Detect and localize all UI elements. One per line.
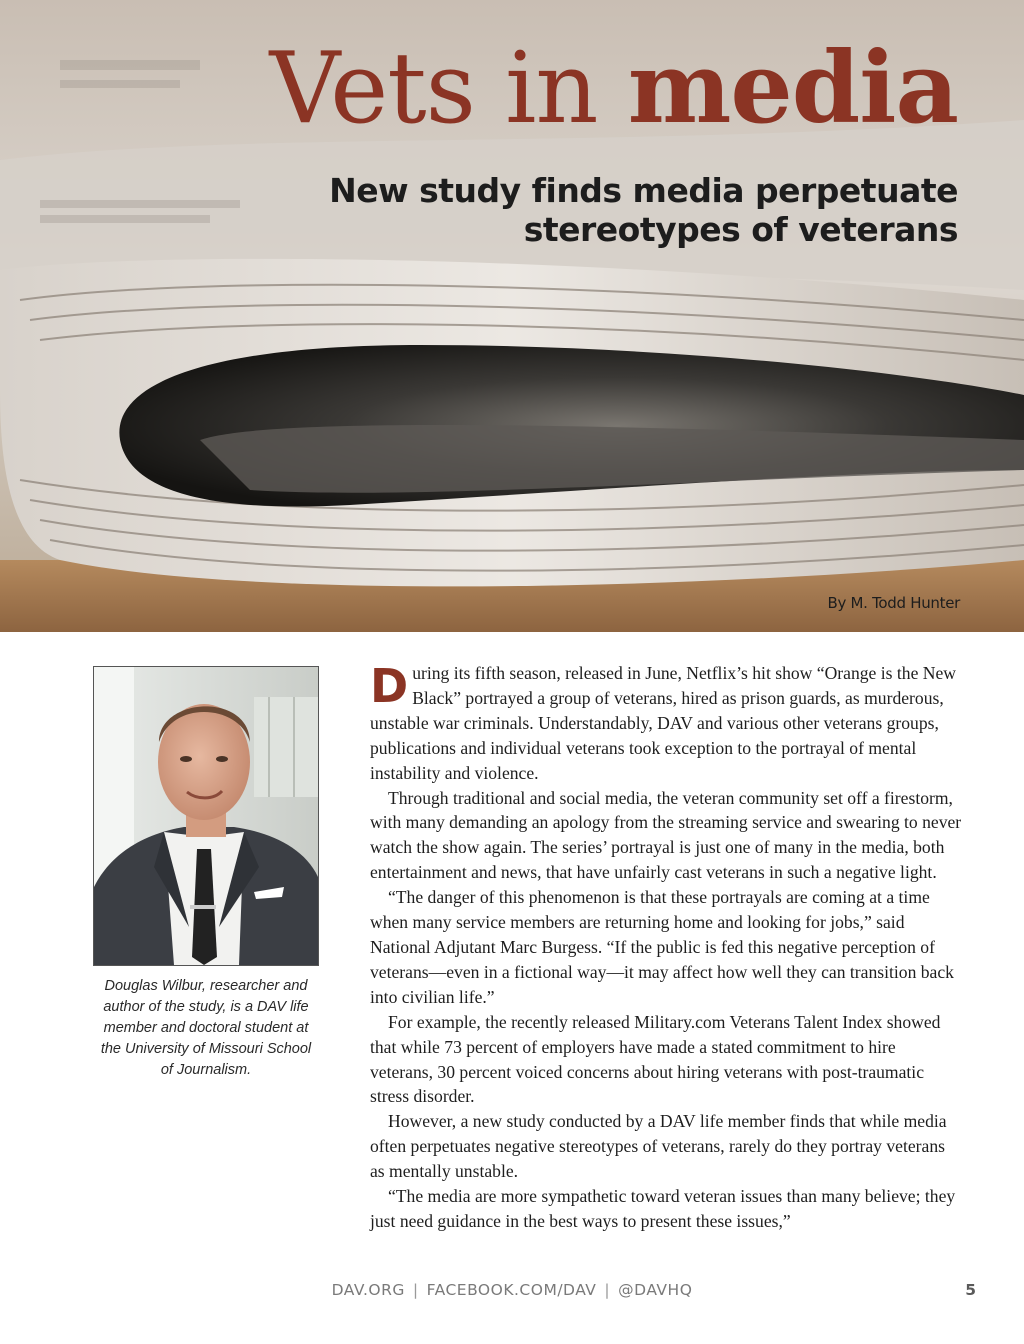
footer-facebook-link[interactable]: FACEBOOK.COM/DAV: [426, 1281, 597, 1299]
article-title: [269, 31, 958, 146]
paragraph-1-text: uring its fifth season, released in June, Netflix’s hit show “Orange is the New Black” portrayed a group of veterans, hired as prison guards, as murderous, unstable war criminals. Understandably, DAV and various other veterans groups, publications and individual veterans took exception to the portrayal of mental instability and violence.: [370, 663, 957, 783]
article-subtitle: New study finds media perpetuate stereotypes of veterans: [329, 171, 958, 249]
author-photo: [93, 666, 319, 966]
article-body: [370, 661, 962, 1234]
article-paragraph-5: However, a new study conducted by a DAV life member finds that while media often perpetuates negative stereotypes of veterans, rarely do they portray veterans as mentally unstable.: [370, 1111, 947, 1182]
byline: By M. Todd Hunter: [827, 594, 960, 612]
page-number: 5: [965, 1281, 976, 1299]
article-paragraph-2: Through traditional and social media, the veteran community set off a firestorm, with many demanding an apology from the streaming service and swearing to never watch the show again. The series’ portrayal is just one of many in the media, both entertainment and news, that have unfairly cast veterans in such a negative light.: [370, 787, 962, 883]
footer-twitter-link[interactable]: @DAVHQ: [618, 1281, 693, 1299]
article-paragraph-3: “The danger of this phenomenon is that these portrayals are coming at a time when many service members are returning home and looking for jobs,” said National Adjutant Marc Burgess. “If the public is fed this negative perception of veterans—even in a fictional way—it may affect how well they can transition back into civilian life.”: [370, 887, 954, 1007]
portrait-illustration: [94, 667, 318, 965]
article-paragraph-4: For example, the recently released Military.com Veterans Talent Index showed that while 73 percent of employers have made a stated commitment to hire veterans, 30 percent voiced concerns about hiring veterans with post-traumatic stress disorder.: [370, 1011, 941, 1107]
footer-site-link[interactable]: DAV.ORG: [331, 1281, 405, 1299]
footer-separator: |: [412, 1281, 419, 1299]
page-footer: [0, 1281, 1024, 1299]
article-paragraph-1: [370, 661, 962, 786]
hero-image: [0, 0, 1024, 632]
drop-cap: D: [370, 659, 409, 713]
title-bold: media: [627, 31, 958, 146]
title-regular: Vets in: [269, 32, 628, 146]
article-paragraph-6: “The media are more sympathetic toward veteran issues than many believe; they just need guidance in the best ways to present these issues,”: [370, 1186, 956, 1231]
photo-caption: Douglas Wilbur, researcher and author of the study, is a DAV life member and doctoral student at the University of Missouri School of Journalism.: [100, 978, 312, 1078]
footer-separator: |: [604, 1281, 611, 1299]
